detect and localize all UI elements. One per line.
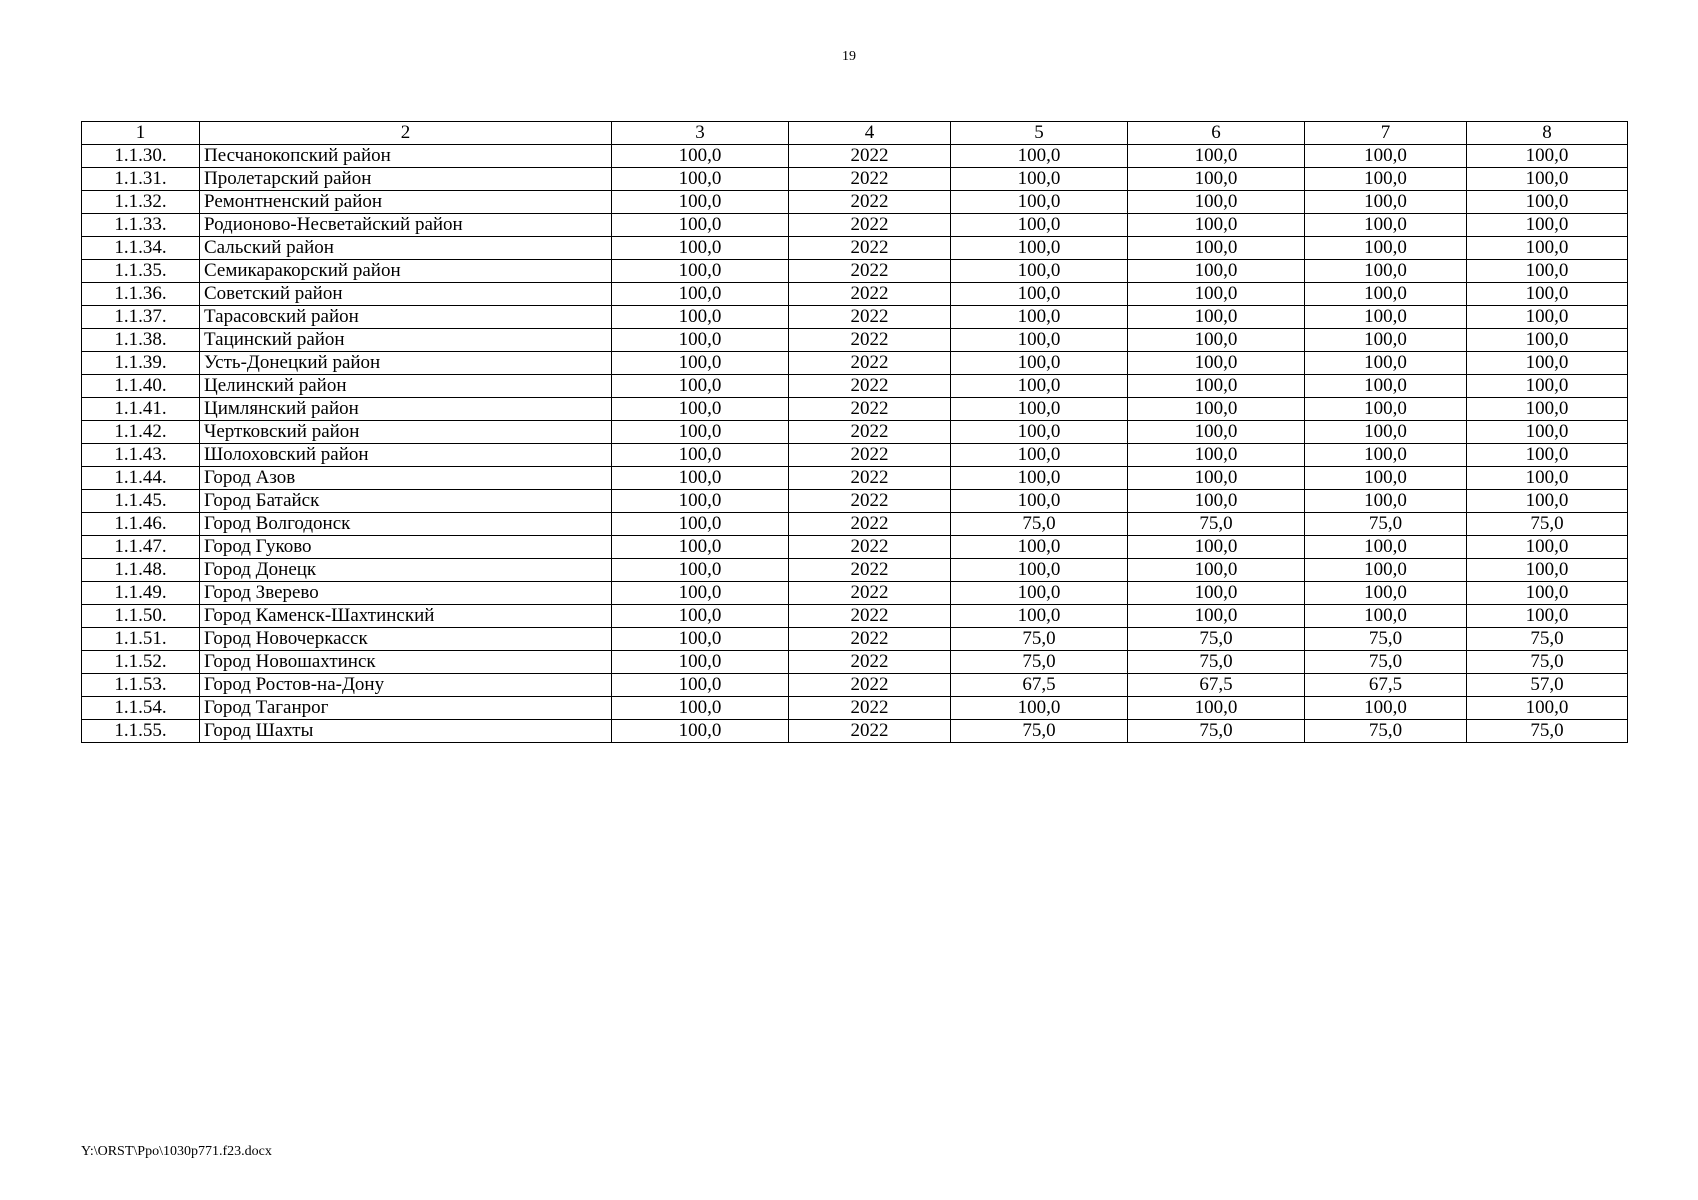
year-cell: 2022 (789, 720, 951, 743)
value-col-5-cell: 100,0 (951, 398, 1128, 421)
territory-name-cell: Целинский район (200, 375, 612, 398)
value-col-3-cell: 100,0 (612, 168, 789, 191)
table-row (82, 329, 1628, 352)
value-col-7-cell: 100,0 (1305, 191, 1467, 214)
value-col-7-cell: 100,0 (1305, 582, 1467, 605)
territory-name-cell: Город Шахты (200, 720, 612, 743)
row-number-cell: 1.1.47. (82, 536, 200, 559)
value-col-5-cell: 100,0 (951, 260, 1128, 283)
value-col-7-cell: 100,0 (1305, 352, 1467, 375)
value-col-7-cell: 100,0 (1305, 375, 1467, 398)
territory-name-cell: Город Батайск (200, 490, 612, 513)
value-col-6-cell: 75,0 (1128, 720, 1305, 743)
row-number-cell: 1.1.55. (82, 720, 200, 743)
value-col-7-cell: 67,5 (1305, 674, 1467, 697)
territory-name-cell: Город Зверево (200, 582, 612, 605)
value-col-8-cell: 100,0 (1467, 191, 1628, 214)
value-col-8-cell: 100,0 (1467, 444, 1628, 467)
territory-name-cell: Город Донецк (200, 559, 612, 582)
row-number-cell: 1.1.48. (82, 559, 200, 582)
header-cell: 6 (1128, 122, 1305, 145)
value-col-3-cell: 100,0 (612, 720, 789, 743)
value-col-8-cell: 100,0 (1467, 559, 1628, 582)
value-col-5-cell: 100,0 (951, 145, 1128, 168)
row-number-cell: 1.1.52. (82, 651, 200, 674)
year-cell: 2022 (789, 260, 951, 283)
table-row (82, 697, 1628, 720)
value-col-7-cell: 100,0 (1305, 467, 1467, 490)
value-col-7-cell: 100,0 (1305, 490, 1467, 513)
value-col-6-cell: 100,0 (1128, 398, 1305, 421)
value-col-8-cell: 100,0 (1467, 306, 1628, 329)
value-col-7-cell: 100,0 (1305, 398, 1467, 421)
value-col-8-cell: 100,0 (1467, 697, 1628, 720)
value-col-7-cell: 100,0 (1305, 168, 1467, 191)
year-cell: 2022 (789, 145, 951, 168)
value-col-3-cell: 100,0 (612, 536, 789, 559)
value-col-8-cell: 100,0 (1467, 329, 1628, 352)
territory-name-cell: Город Азов (200, 467, 612, 490)
value-col-8-cell: 100,0 (1467, 421, 1628, 444)
year-cell: 2022 (789, 306, 951, 329)
value-col-6-cell: 75,0 (1128, 651, 1305, 674)
territory-name-cell: Город Новошахтинск (200, 651, 612, 674)
value-col-6-cell: 100,0 (1128, 283, 1305, 306)
value-col-7-cell: 100,0 (1305, 145, 1467, 168)
row-number-cell: 1.1.38. (82, 329, 200, 352)
value-col-5-cell: 75,0 (951, 628, 1128, 651)
value-col-3-cell: 100,0 (612, 674, 789, 697)
value-col-8-cell: 100,0 (1467, 237, 1628, 260)
table-row (82, 490, 1628, 513)
value-col-6-cell: 75,0 (1128, 628, 1305, 651)
value-col-7-cell: 100,0 (1305, 605, 1467, 628)
value-col-5-cell: 100,0 (951, 697, 1128, 720)
value-col-5-cell: 100,0 (951, 375, 1128, 398)
row-number-cell: 1.1.35. (82, 260, 200, 283)
row-number-cell: 1.1.44. (82, 467, 200, 490)
header-row (82, 122, 1628, 145)
territory-name-cell: Город Таганрог (200, 697, 612, 720)
value-col-7-cell: 100,0 (1305, 697, 1467, 720)
header-cell: 2 (200, 122, 612, 145)
year-cell: 2022 (789, 444, 951, 467)
table-row (82, 536, 1628, 559)
year-cell: 2022 (789, 329, 951, 352)
value-col-8-cell: 100,0 (1467, 398, 1628, 421)
value-col-8-cell: 100,0 (1467, 467, 1628, 490)
year-cell: 2022 (789, 582, 951, 605)
value-col-5-cell: 100,0 (951, 467, 1128, 490)
territory-name-cell: Советский район (200, 283, 612, 306)
table-row (82, 628, 1628, 651)
table-row (82, 398, 1628, 421)
value-col-3-cell: 100,0 (612, 352, 789, 375)
value-col-7-cell: 75,0 (1305, 513, 1467, 536)
value-col-5-cell: 100,0 (951, 490, 1128, 513)
row-number-cell: 1.1.36. (82, 283, 200, 306)
table-row (82, 145, 1628, 168)
value-col-3-cell: 100,0 (612, 398, 789, 421)
territory-name-cell: Родионово-Несветайский район (200, 214, 612, 237)
territory-name-cell: Город Волгодонск (200, 513, 612, 536)
value-col-8-cell: 100,0 (1467, 490, 1628, 513)
value-col-7-cell: 100,0 (1305, 214, 1467, 237)
header-cell: 1 (82, 122, 200, 145)
value-col-5-cell: 75,0 (951, 651, 1128, 674)
row-number-cell: 1.1.54. (82, 697, 200, 720)
year-cell: 2022 (789, 214, 951, 237)
value-col-6-cell: 67,5 (1128, 674, 1305, 697)
value-col-3-cell: 100,0 (612, 628, 789, 651)
table-row (82, 444, 1628, 467)
header-cell: 3 (612, 122, 789, 145)
value-col-7-cell: 100,0 (1305, 559, 1467, 582)
value-col-3-cell: 100,0 (612, 375, 789, 398)
value-col-8-cell: 75,0 (1467, 513, 1628, 536)
value-col-6-cell: 100,0 (1128, 306, 1305, 329)
table-row (82, 582, 1628, 605)
value-col-5-cell: 100,0 (951, 421, 1128, 444)
value-col-3-cell: 100,0 (612, 306, 789, 329)
territory-name-cell: Тацинский район (200, 329, 612, 352)
value-col-5-cell: 100,0 (951, 214, 1128, 237)
row-number-cell: 1.1.40. (82, 375, 200, 398)
row-number-cell: 1.1.45. (82, 490, 200, 513)
territory-name-cell: Тарасовский район (200, 306, 612, 329)
value-col-6-cell: 100,0 (1128, 559, 1305, 582)
row-number-cell: 1.1.42. (82, 421, 200, 444)
value-col-3-cell: 100,0 (612, 283, 789, 306)
value-col-6-cell: 100,0 (1128, 444, 1305, 467)
value-col-3-cell: 100,0 (612, 145, 789, 168)
value-col-5-cell: 100,0 (951, 191, 1128, 214)
value-col-3-cell: 100,0 (612, 237, 789, 260)
value-col-5-cell: 100,0 (951, 352, 1128, 375)
year-cell: 2022 (789, 674, 951, 697)
value-col-6-cell: 100,0 (1128, 352, 1305, 375)
row-number-cell: 1.1.32. (82, 191, 200, 214)
value-col-6-cell: 100,0 (1128, 145, 1305, 168)
row-number-cell: 1.1.30. (82, 145, 200, 168)
value-col-3-cell: 100,0 (612, 421, 789, 444)
territory-name-cell: Город Каменск-Шахтинский (200, 605, 612, 628)
value-col-8-cell: 100,0 (1467, 582, 1628, 605)
value-col-6-cell: 100,0 (1128, 536, 1305, 559)
value-col-6-cell: 100,0 (1128, 191, 1305, 214)
territory-name-cell: Город Новочеркасск (200, 628, 612, 651)
header-cell: 4 (789, 122, 951, 145)
value-col-7-cell: 100,0 (1305, 444, 1467, 467)
table-row (82, 168, 1628, 191)
value-col-5-cell: 100,0 (951, 306, 1128, 329)
row-number-cell: 1.1.51. (82, 628, 200, 651)
value-col-7-cell: 75,0 (1305, 720, 1467, 743)
table-body (82, 122, 1628, 743)
value-col-3-cell: 100,0 (612, 513, 789, 536)
row-number-cell: 1.1.43. (82, 444, 200, 467)
year-cell: 2022 (789, 536, 951, 559)
header-cell: 8 (1467, 122, 1628, 145)
value-col-7-cell: 100,0 (1305, 536, 1467, 559)
row-number-cell: 1.1.33. (82, 214, 200, 237)
value-col-6-cell: 100,0 (1128, 582, 1305, 605)
data-table (81, 121, 1628, 743)
value-col-6-cell: 100,0 (1128, 467, 1305, 490)
table-row (82, 720, 1628, 743)
value-col-8-cell: 75,0 (1467, 628, 1628, 651)
value-col-3-cell: 100,0 (612, 260, 789, 283)
table-row (82, 605, 1628, 628)
value-col-6-cell: 100,0 (1128, 329, 1305, 352)
value-col-6-cell: 100,0 (1128, 375, 1305, 398)
header-cell: 7 (1305, 122, 1467, 145)
value-col-6-cell: 100,0 (1128, 421, 1305, 444)
value-col-6-cell: 100,0 (1128, 168, 1305, 191)
value-col-7-cell: 100,0 (1305, 306, 1467, 329)
table-row (82, 352, 1628, 375)
row-number-cell: 1.1.37. (82, 306, 200, 329)
value-col-3-cell: 100,0 (612, 490, 789, 513)
territory-name-cell: Усть-Донецкий район (200, 352, 612, 375)
row-number-cell: 1.1.39. (82, 352, 200, 375)
table-row (82, 260, 1628, 283)
table-row (82, 283, 1628, 306)
year-cell: 2022 (789, 352, 951, 375)
year-cell: 2022 (789, 237, 951, 260)
value-col-8-cell: 100,0 (1467, 536, 1628, 559)
page-number: 19 (842, 49, 856, 64)
territory-name-cell: Сальский район (200, 237, 612, 260)
value-col-8-cell: 100,0 (1467, 605, 1628, 628)
year-cell: 2022 (789, 467, 951, 490)
value-col-7-cell: 100,0 (1305, 329, 1467, 352)
value-col-8-cell: 100,0 (1467, 214, 1628, 237)
year-cell: 2022 (789, 375, 951, 398)
value-col-8-cell: 75,0 (1467, 720, 1628, 743)
header-cell: 5 (951, 122, 1128, 145)
year-cell: 2022 (789, 398, 951, 421)
territory-name-cell: Цимлянский район (200, 398, 612, 421)
value-col-3-cell: 100,0 (612, 697, 789, 720)
year-cell: 2022 (789, 697, 951, 720)
value-col-6-cell: 100,0 (1128, 214, 1305, 237)
table-row (82, 513, 1628, 536)
row-number-cell: 1.1.41. (82, 398, 200, 421)
value-col-7-cell: 100,0 (1305, 421, 1467, 444)
territory-name-cell: Пролетарский район (200, 168, 612, 191)
value-col-7-cell: 100,0 (1305, 283, 1467, 306)
value-col-7-cell: 100,0 (1305, 260, 1467, 283)
territory-name-cell: Чертковский район (200, 421, 612, 444)
value-col-6-cell: 75,0 (1128, 513, 1305, 536)
value-col-3-cell: 100,0 (612, 651, 789, 674)
value-col-6-cell: 100,0 (1128, 237, 1305, 260)
table-row (82, 651, 1628, 674)
value-col-5-cell: 75,0 (951, 513, 1128, 536)
value-col-8-cell: 100,0 (1467, 145, 1628, 168)
value-col-8-cell: 100,0 (1467, 168, 1628, 191)
value-col-6-cell: 100,0 (1128, 697, 1305, 720)
row-number-cell: 1.1.49. (82, 582, 200, 605)
value-col-5-cell: 100,0 (951, 559, 1128, 582)
value-col-3-cell: 100,0 (612, 214, 789, 237)
value-col-3-cell: 100,0 (612, 605, 789, 628)
year-cell: 2022 (789, 513, 951, 536)
row-number-cell: 1.1.46. (82, 513, 200, 536)
table-row (82, 375, 1628, 398)
table-row (82, 191, 1628, 214)
row-number-cell: 1.1.50. (82, 605, 200, 628)
value-col-6-cell: 100,0 (1128, 260, 1305, 283)
table-row (82, 467, 1628, 490)
year-cell: 2022 (789, 421, 951, 444)
table-row (82, 306, 1628, 329)
year-cell: 2022 (789, 559, 951, 582)
value-col-6-cell: 100,0 (1128, 605, 1305, 628)
value-col-5-cell: 100,0 (951, 605, 1128, 628)
value-col-5-cell: 75,0 (951, 720, 1128, 743)
value-col-7-cell: 75,0 (1305, 628, 1467, 651)
year-cell: 2022 (789, 191, 951, 214)
row-number-cell: 1.1.31. (82, 168, 200, 191)
territory-name-cell: Шолоховский район (200, 444, 612, 467)
year-cell: 2022 (789, 283, 951, 306)
value-col-5-cell: 100,0 (951, 237, 1128, 260)
value-col-8-cell: 57,0 (1467, 674, 1628, 697)
value-col-7-cell: 75,0 (1305, 651, 1467, 674)
value-col-3-cell: 100,0 (612, 329, 789, 352)
table-row (82, 674, 1628, 697)
value-col-5-cell: 100,0 (951, 168, 1128, 191)
value-col-3-cell: 100,0 (612, 191, 789, 214)
value-col-5-cell: 67,5 (951, 674, 1128, 697)
territory-name-cell: Ремонтненский район (200, 191, 612, 214)
territory-name-cell: Семикаракорский район (200, 260, 612, 283)
value-col-5-cell: 100,0 (951, 329, 1128, 352)
value-col-6-cell: 100,0 (1128, 490, 1305, 513)
table-row (82, 214, 1628, 237)
table-row (82, 559, 1628, 582)
value-col-3-cell: 100,0 (612, 559, 789, 582)
territory-name-cell: Песчанокопский район (200, 145, 612, 168)
value-col-8-cell: 100,0 (1467, 352, 1628, 375)
value-col-5-cell: 100,0 (951, 536, 1128, 559)
value-col-8-cell: 75,0 (1467, 651, 1628, 674)
value-col-3-cell: 100,0 (612, 582, 789, 605)
row-number-cell: 1.1.34. (82, 237, 200, 260)
year-cell: 2022 (789, 168, 951, 191)
table-row (82, 421, 1628, 444)
year-cell: 2022 (789, 628, 951, 651)
territory-name-cell: Город Ростов-на-Дону (200, 674, 612, 697)
value-col-8-cell: 100,0 (1467, 283, 1628, 306)
footer-file-path: Y:\ORST\Ppo\1030p771.f23.docx (81, 1144, 272, 1159)
year-cell: 2022 (789, 605, 951, 628)
value-col-8-cell: 100,0 (1467, 375, 1628, 398)
value-col-5-cell: 100,0 (951, 582, 1128, 605)
year-cell: 2022 (789, 490, 951, 513)
row-number-cell: 1.1.53. (82, 674, 200, 697)
year-cell: 2022 (789, 651, 951, 674)
value-col-5-cell: 100,0 (951, 283, 1128, 306)
value-col-7-cell: 100,0 (1305, 237, 1467, 260)
value-col-3-cell: 100,0 (612, 467, 789, 490)
table-row (82, 237, 1628, 260)
value-col-5-cell: 100,0 (951, 444, 1128, 467)
territory-name-cell: Город Гуково (200, 536, 612, 559)
value-col-3-cell: 100,0 (612, 444, 789, 467)
value-col-8-cell: 100,0 (1467, 260, 1628, 283)
